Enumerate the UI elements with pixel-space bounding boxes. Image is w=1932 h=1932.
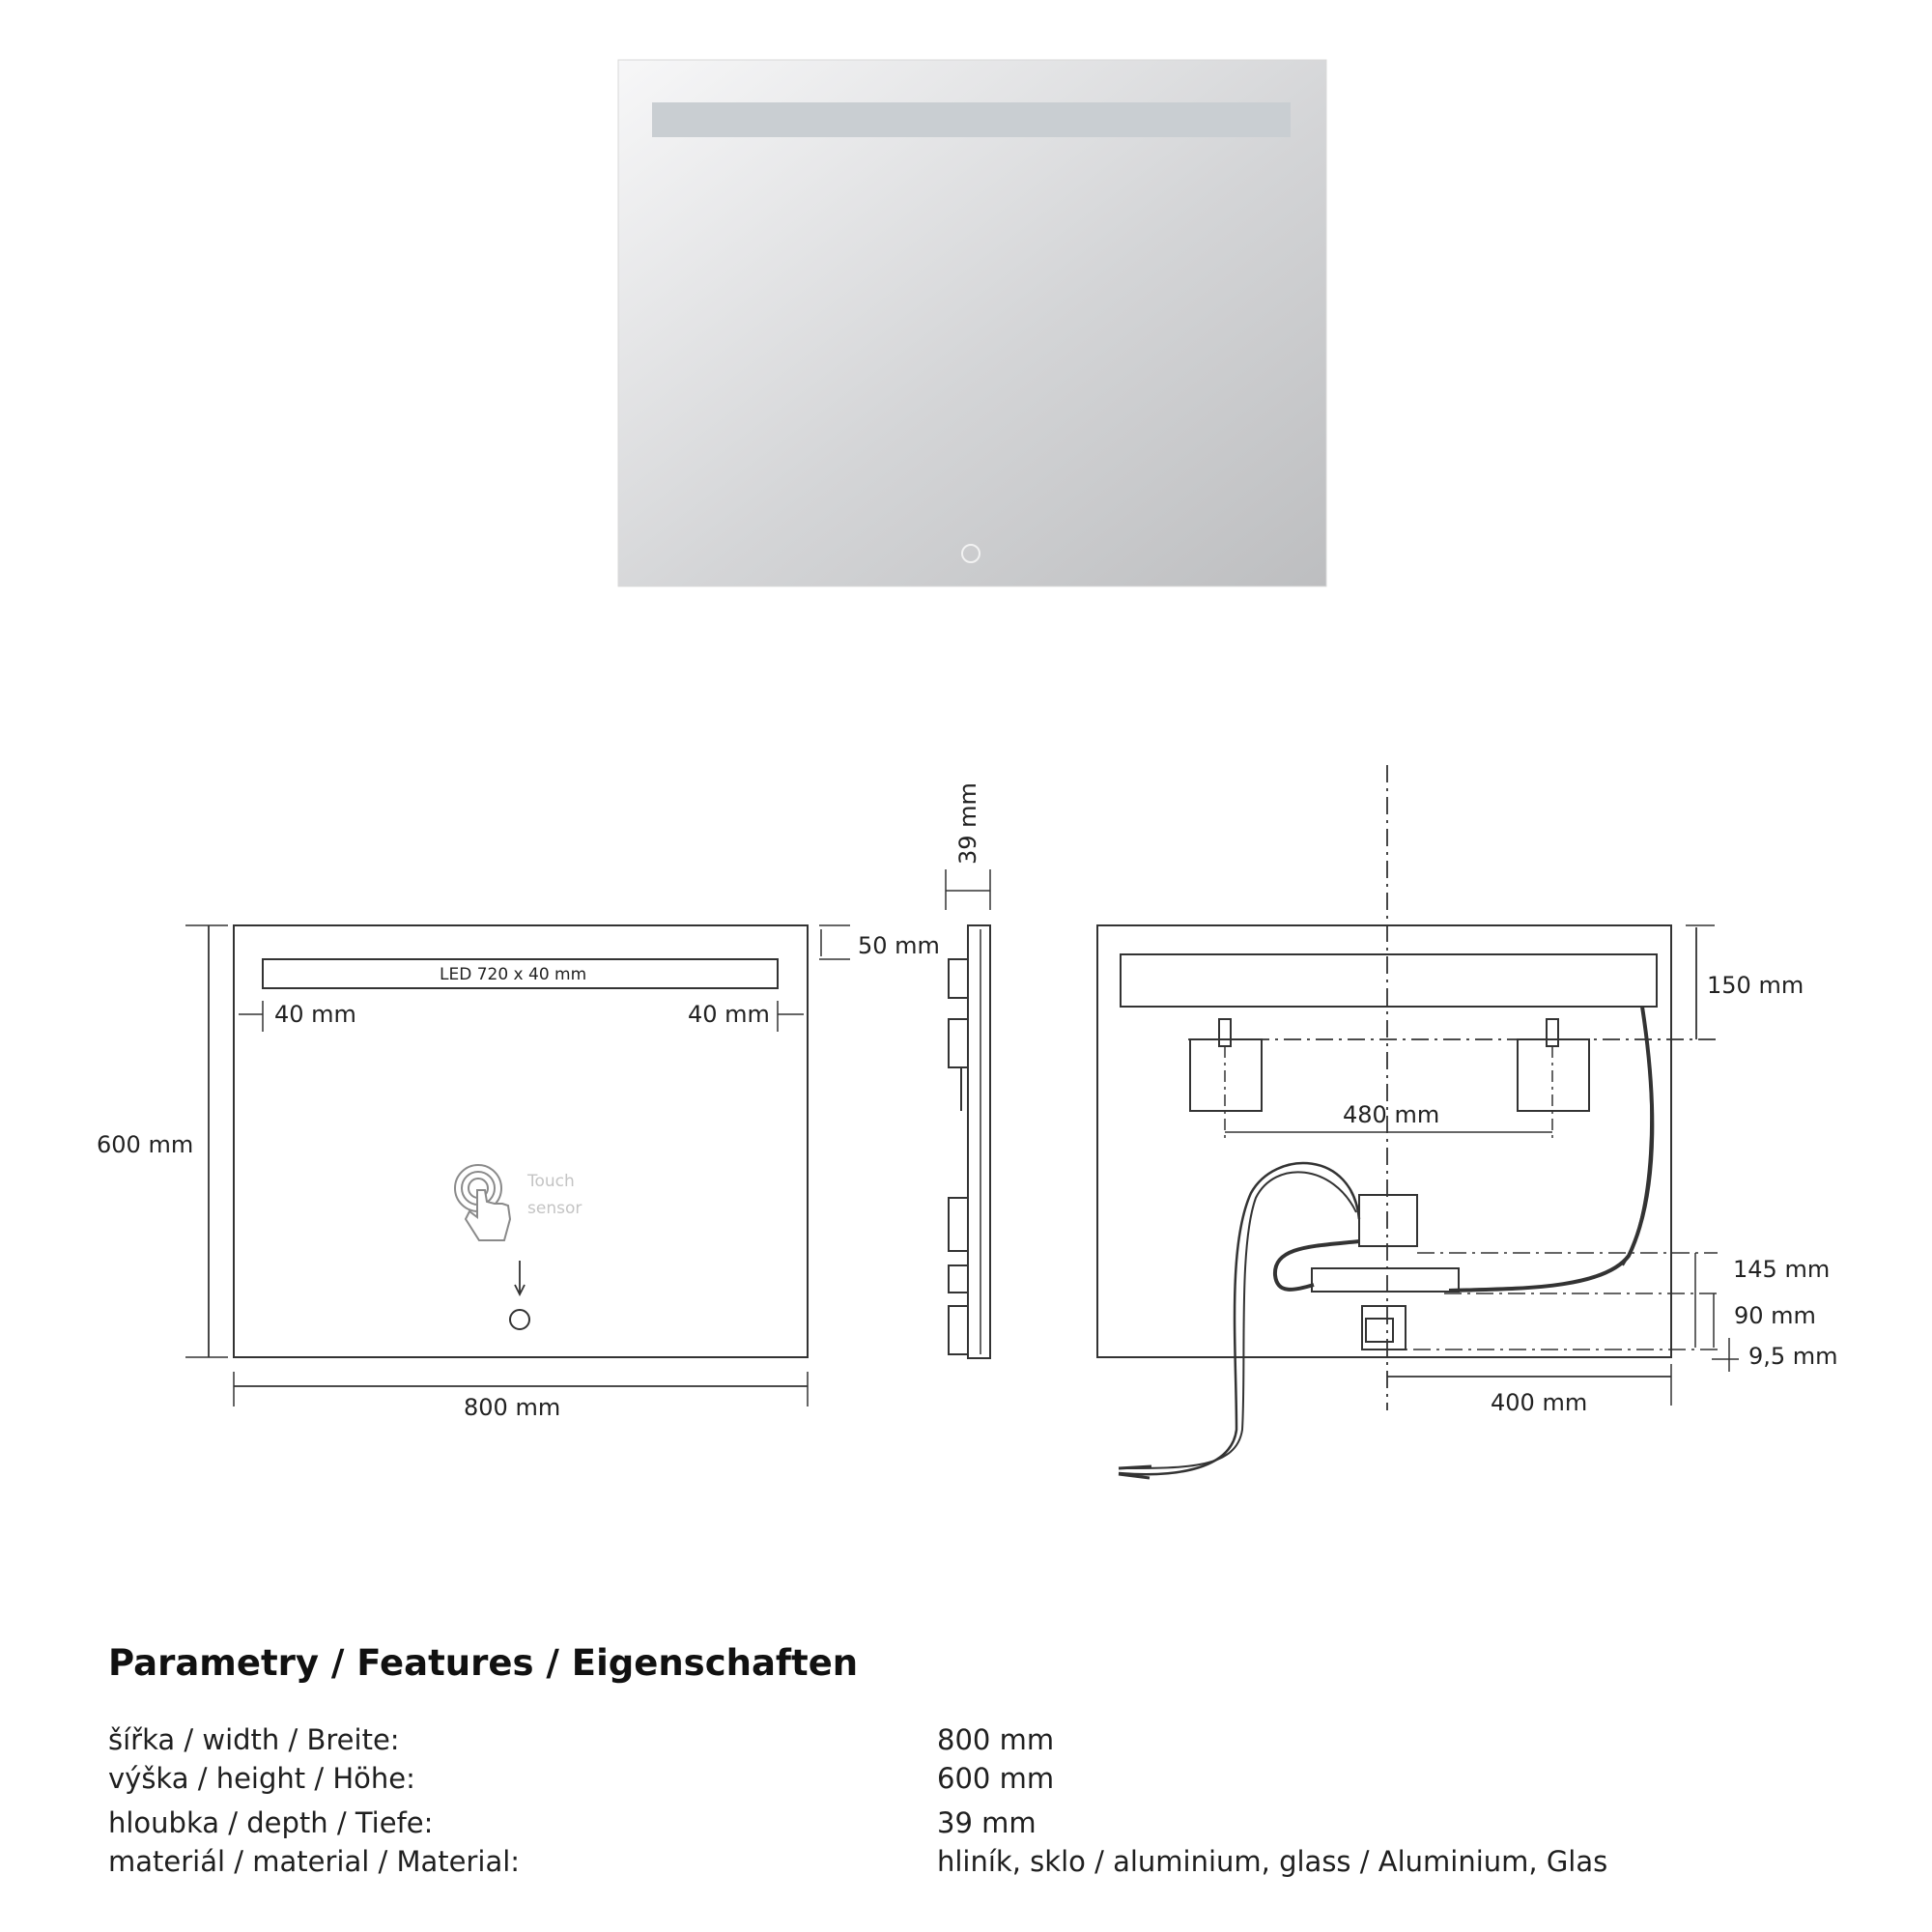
- top-offset-label: 150 mm: [1707, 972, 1804, 999]
- feature-row-depth: [108, 1804, 1847, 1842]
- margin-right-label: 40 mm: [688, 1001, 770, 1028]
- feature-row-height: [108, 1759, 1847, 1798]
- feature-value: 39 mm: [937, 1806, 1037, 1839]
- features-title: Parametry / Features / Eigenschaften: [108, 1642, 859, 1684]
- dim-400-label: 400 mm: [1491, 1389, 1588, 1416]
- depth-label: 39 mm: [954, 782, 981, 865]
- dim-90-label: 90 mm: [1734, 1302, 1816, 1329]
- front-height-label: 600 mm: [97, 1131, 194, 1158]
- led-strip: [652, 102, 1291, 137]
- feature-value: 600 mm: [937, 1762, 1055, 1795]
- feature-label: materiál / material / Material:: [108, 1845, 521, 1878]
- dim-9-5-label: 9,5 mm: [1748, 1343, 1838, 1370]
- feature-value: 800 mm: [937, 1723, 1055, 1756]
- side-view: [946, 869, 990, 1358]
- led-label: LED 720 x 40 mm: [440, 965, 587, 984]
- bracket-spacing-label: 480 mm: [1343, 1101, 1440, 1128]
- feature-label: výška / height / Höhe:: [108, 1762, 415, 1795]
- front-view: [185, 925, 850, 1406]
- feature-value: hliník, sklo / aluminium, glass / Aluminium, Glas: [937, 1845, 1608, 1878]
- margin-left-label: 40 mm: [274, 1001, 356, 1028]
- feature-row-material: [108, 1842, 1847, 1881]
- front-width-label: 800 mm: [464, 1394, 561, 1421]
- features-section: [108, 1642, 1847, 1881]
- feature-row-width: [108, 1720, 1847, 1759]
- touch-label-1: Touch: [527, 1172, 575, 1191]
- touch-sensor-icon: [510, 1310, 529, 1329]
- led-offset-label: 50 mm: [858, 932, 940, 959]
- feature-label: šířka / width / Breite:: [108, 1723, 400, 1756]
- dim-145-label: 145 mm: [1733, 1256, 1831, 1283]
- feature-label: hloubka / depth / Tiefe:: [108, 1806, 434, 1839]
- touch-hand-icon: [455, 1165, 510, 1240]
- mirror-render: [618, 60, 1326, 586]
- touch-label-2: sensor: [527, 1199, 582, 1218]
